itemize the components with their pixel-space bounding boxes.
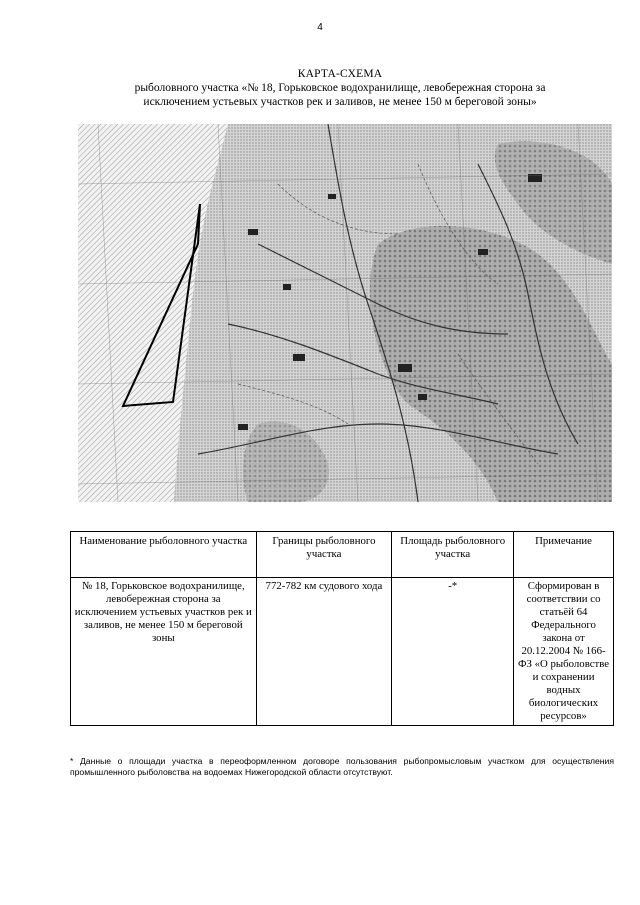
footnote: * Данные о площади участка в переоформленном договоре пользования рыбопромысловым участком для осуществления промышленного рыболовства на водоемах Нижегородской области отсутствуют. bbox=[70, 756, 614, 777]
table-header-row bbox=[71, 532, 614, 578]
table-row bbox=[71, 578, 614, 726]
page-number: 4 bbox=[317, 22, 323, 33]
header-boundaries: Границы рыболовного участка bbox=[256, 532, 392, 578]
cell-boundaries: 772-782 км судового хода bbox=[256, 578, 392, 726]
header-name: Наименование рыболовного участка bbox=[71, 532, 257, 578]
cell-area: -* bbox=[392, 578, 514, 726]
cell-name: № 18, Горьковское водохранилище, левобережная сторона за исключением устьевых участков рек и заливов, не менее 150 м береговой зоны bbox=[71, 578, 257, 726]
document-title bbox=[60, 67, 620, 109]
title-line-2: исключением устьевых участков рек и заливов, не менее 150 м береговой зоны» bbox=[143, 96, 537, 108]
header-note: Примечание bbox=[514, 532, 614, 578]
map-scheme bbox=[78, 124, 612, 502]
plot-table bbox=[70, 531, 614, 726]
title-line-1: рыболовного участка «№ 18, Горьковское водохранилище, левобережная сторона за bbox=[134, 82, 546, 94]
header-area: Площадь рыболовного участка bbox=[392, 532, 514, 578]
title-main: КАРТА-СХЕМА bbox=[297, 68, 383, 80]
cell-note: Сформирован в соответствии со статьёй 64 Федерального закона от 20.12.2004 № 166-ФЗ «О рыболовстве и сохранении водных биологических ресурсов» bbox=[514, 578, 614, 726]
